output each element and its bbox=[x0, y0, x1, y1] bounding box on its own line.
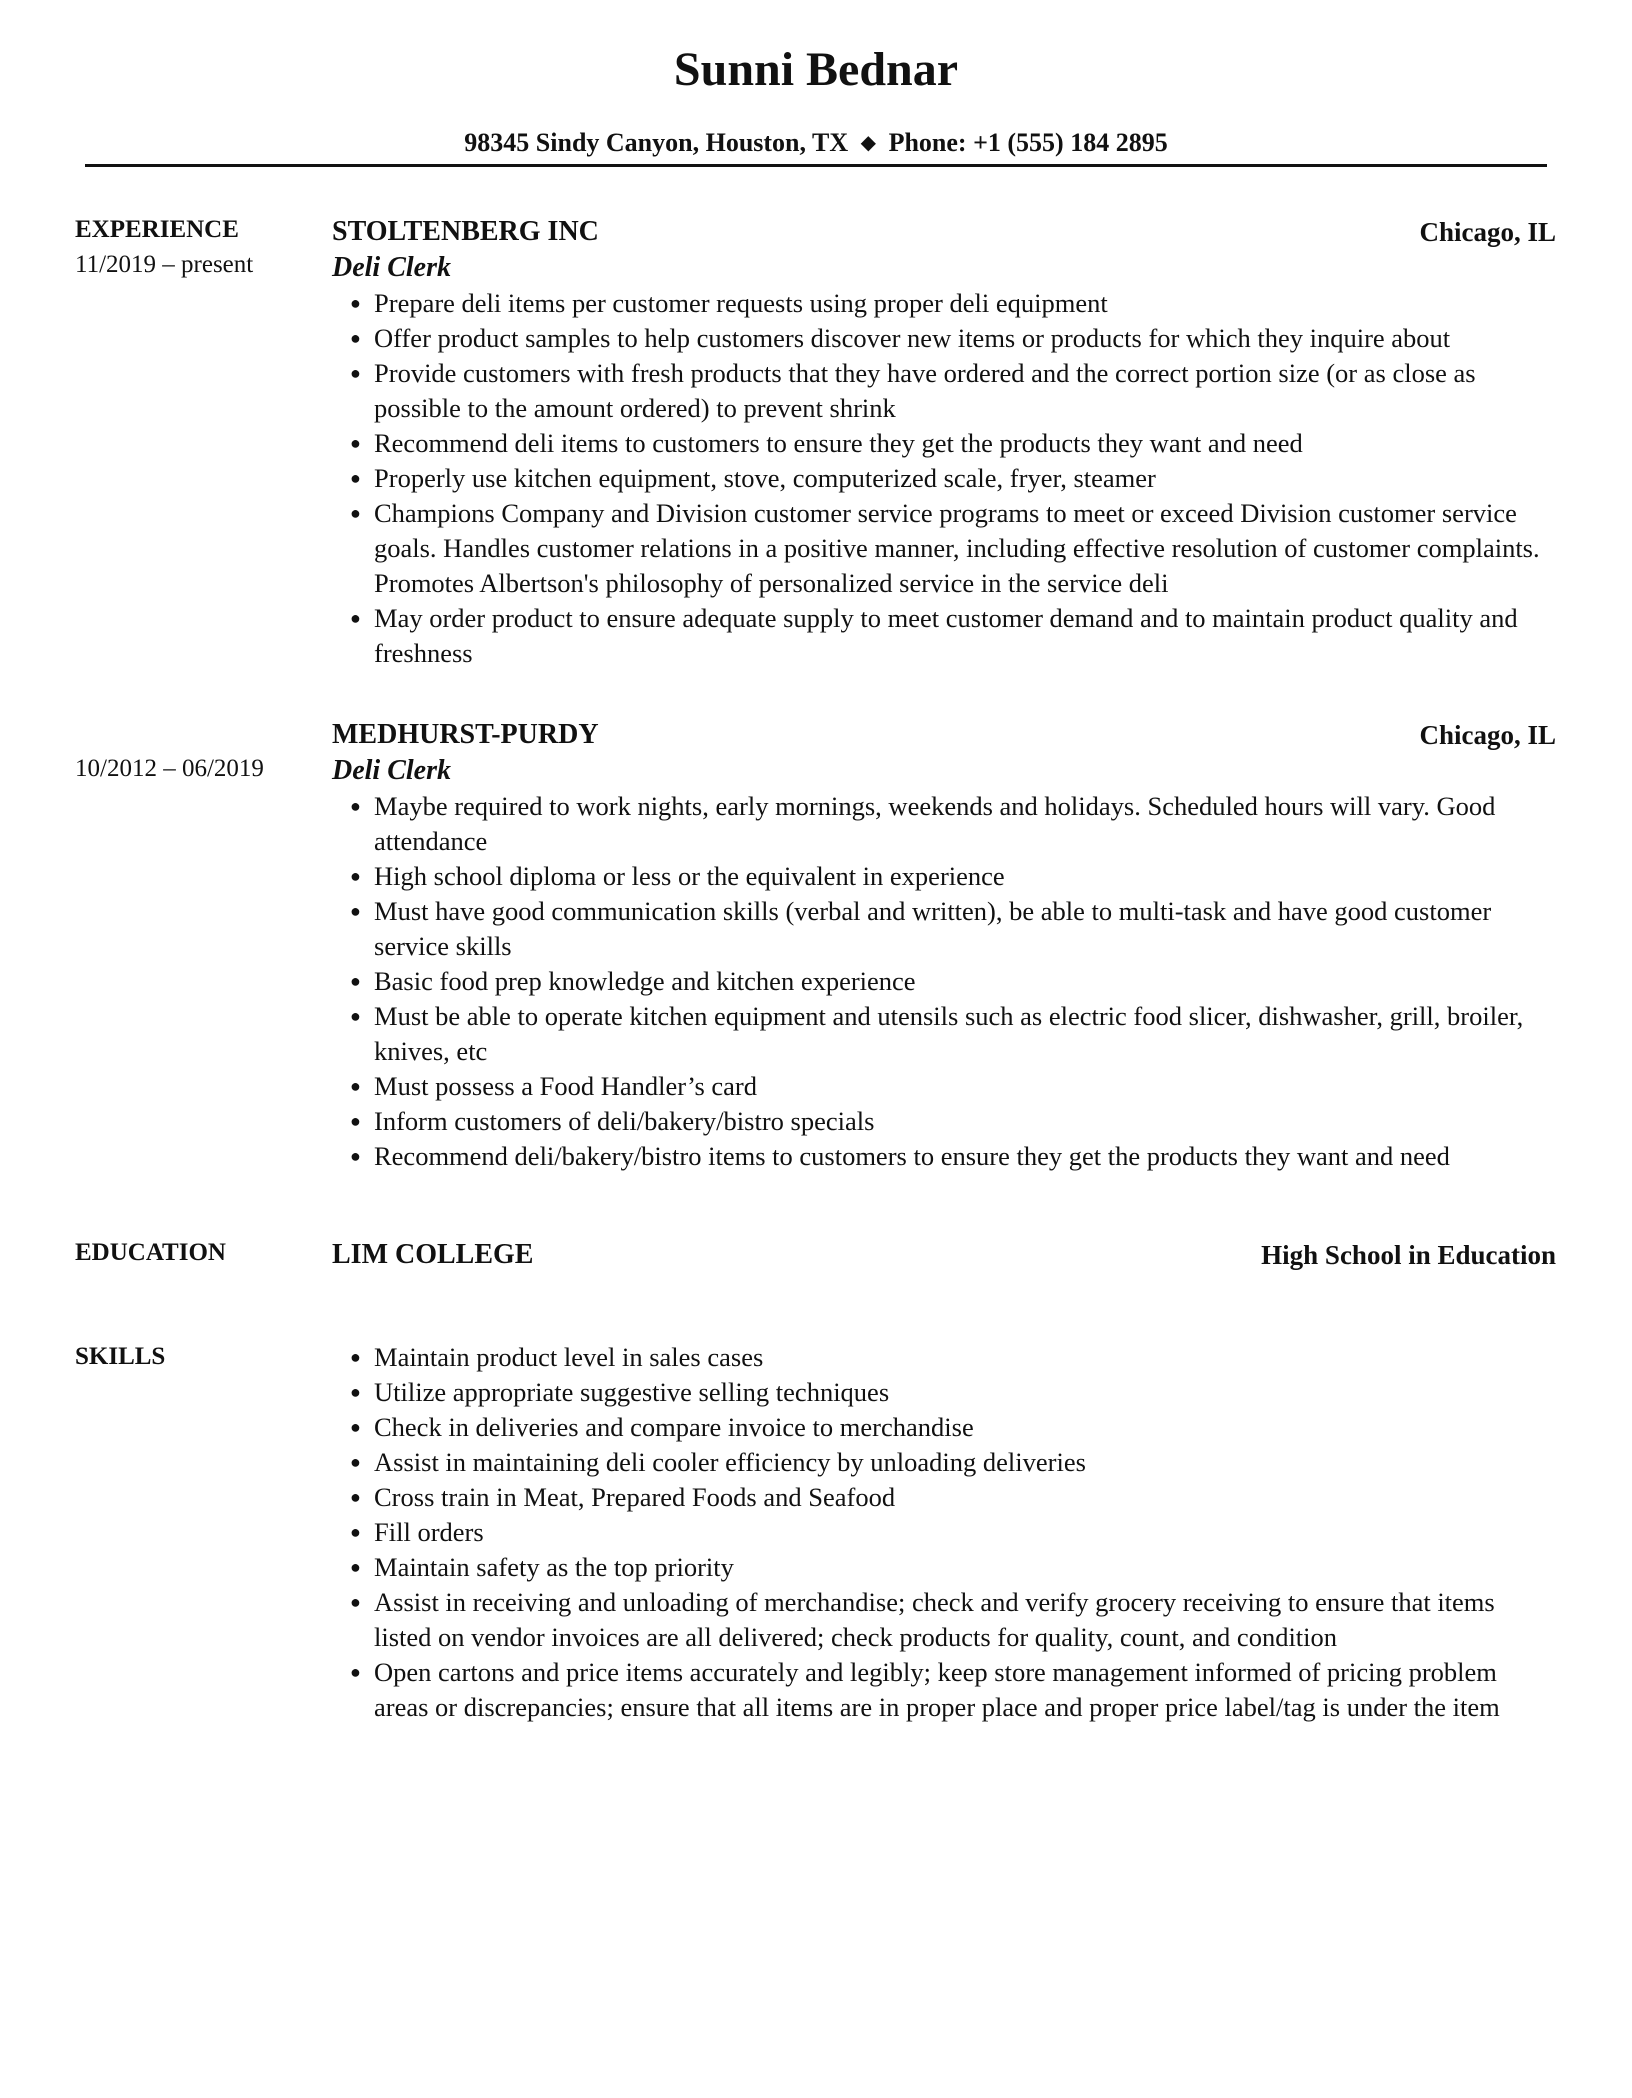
header-divider bbox=[85, 164, 1547, 167]
list-item: ● Provide customers with fresh products that they have ordered and the correct portion size (or as close as possible to the amount ordered) to prevent shrink bbox=[350, 358, 1476, 423]
list-item: ● Maintain safety as the top priority bbox=[350, 1552, 734, 1582]
contact-line bbox=[0, 126, 1632, 162]
list-item: ● Fill orders bbox=[350, 1517, 484, 1547]
job-2-company: MEDHURST-PURDY bbox=[332, 719, 599, 750]
job-1-bullets bbox=[332, 286, 1556, 671]
job-1-location: Chicago, IL bbox=[1419, 217, 1556, 247]
list-item: ● Cross train in Meat, Prepared Foods and Seafood bbox=[350, 1482, 896, 1512]
list-item: ● Inform customers of deli/bakery/bistro specials bbox=[350, 1106, 875, 1136]
education-header bbox=[332, 1237, 1556, 1273]
list-item: ● Champions Company and Division customer service programs to meet or exceed Division customer service goals. Handles customer relations in a positive manner, including effective resolution of customer complaints. Promotes Albertson's philosophy of personalized service in the service deli bbox=[350, 498, 1540, 598]
job-2-bullets bbox=[332, 789, 1556, 1174]
job-1-header bbox=[332, 214, 1556, 250]
candidate-name: Sunni Bednar bbox=[673, 43, 959, 96]
diamond-separator-icon: ◆ bbox=[860, 132, 877, 154]
list-item: ● Basic food prep knowledge and kitchen experience bbox=[350, 966, 916, 996]
job-2-location: Chicago, IL bbox=[1419, 720, 1556, 750]
list-item: ● Assist in maintaining deli cooler efficiency by unloading deliveries bbox=[350, 1447, 1086, 1477]
skills-block bbox=[332, 1340, 1556, 1725]
experience-section-label: EXPERIENCE bbox=[75, 216, 239, 243]
phone: Phone: +1 (555) 184 2895 bbox=[888, 128, 1168, 157]
list-item: ● Must possess a Food Handler’s card bbox=[350, 1071, 757, 1101]
list-item: ● Open cartons and price items accurately and legibly; keep store management informed of pricing problem areas or discrepancies; ensure that all items are in proper place and proper price label/tag is under the item bbox=[350, 1657, 1500, 1722]
job-1-title: Deli Clerk bbox=[332, 252, 451, 283]
list-item: ● Properly use kitchen equipment, stove, computerized scale, fryer, steamer bbox=[350, 463, 1156, 493]
address: 98345 Sindy Canyon, Houston, TX bbox=[464, 128, 849, 157]
education-school: LIM COLLEGE bbox=[332, 1239, 534, 1270]
list-item: ● May order product to ensure adequate supply to meet customer demand and to maintain product quality and freshness bbox=[350, 603, 1518, 668]
job-2-dates: 10/2012 – 06/2019 bbox=[75, 755, 264, 782]
list-item: ● Maintain product level in sales cases bbox=[350, 1342, 764, 1372]
job-1-company: STOLTENBERG INC bbox=[332, 216, 599, 247]
job-1 bbox=[332, 214, 1556, 671]
list-item: ● Assist in receiving and unloading of merchandise; check and verify grocery receiving to ensure that items listed on vendor invoices are all delivered; check products for quality, count, and condition bbox=[350, 1587, 1495, 1652]
list-item: ● Prepare deli items per customer requests using proper deli equipment bbox=[350, 288, 1108, 318]
education-entry bbox=[332, 1237, 1556, 1273]
job-2-header bbox=[332, 717, 1556, 753]
list-item: ● Check in deliveries and compare invoice to merchandise bbox=[350, 1412, 974, 1442]
education-degree: High School in Education bbox=[1261, 1240, 1556, 1270]
list-item: ● Offer product samples to help customers discover new items or products for which they inquire about bbox=[350, 323, 1451, 353]
skills-bullets bbox=[332, 1340, 1556, 1725]
list-item: ● High school diploma or less or the equivalent in experience bbox=[350, 861, 1005, 891]
list-item: ● Maybe required to work nights, early mornings, weekends and holidays. Scheduled hours will vary. Good attendance bbox=[350, 791, 1496, 856]
education-section-label: EDUCATION bbox=[75, 1239, 226, 1266]
list-item: ● Recommend deli/bakery/bistro items to customers to ensure they get the products they want and need bbox=[350, 1141, 1450, 1171]
list-item: ● Must have good communication skills (verbal and written), be able to multi-task and have good customer service skills bbox=[350, 896, 1492, 961]
job-2-title: Deli Clerk bbox=[332, 755, 451, 786]
job-2 bbox=[332, 717, 1556, 1174]
list-item: ● Recommend deli items to customers to ensure they get the products they want and need bbox=[350, 428, 1303, 458]
list-item: ● Must be able to operate kitchen equipment and utensils such as electric food slicer, dishwasher, grill, broiler, knives, etc bbox=[350, 1001, 1524, 1066]
job-1-dates: 11/2019 – present bbox=[75, 251, 254, 278]
skills-section-label: SKILLS bbox=[75, 1343, 166, 1370]
list-item: ● Utilize appropriate suggestive selling techniques bbox=[350, 1377, 890, 1407]
